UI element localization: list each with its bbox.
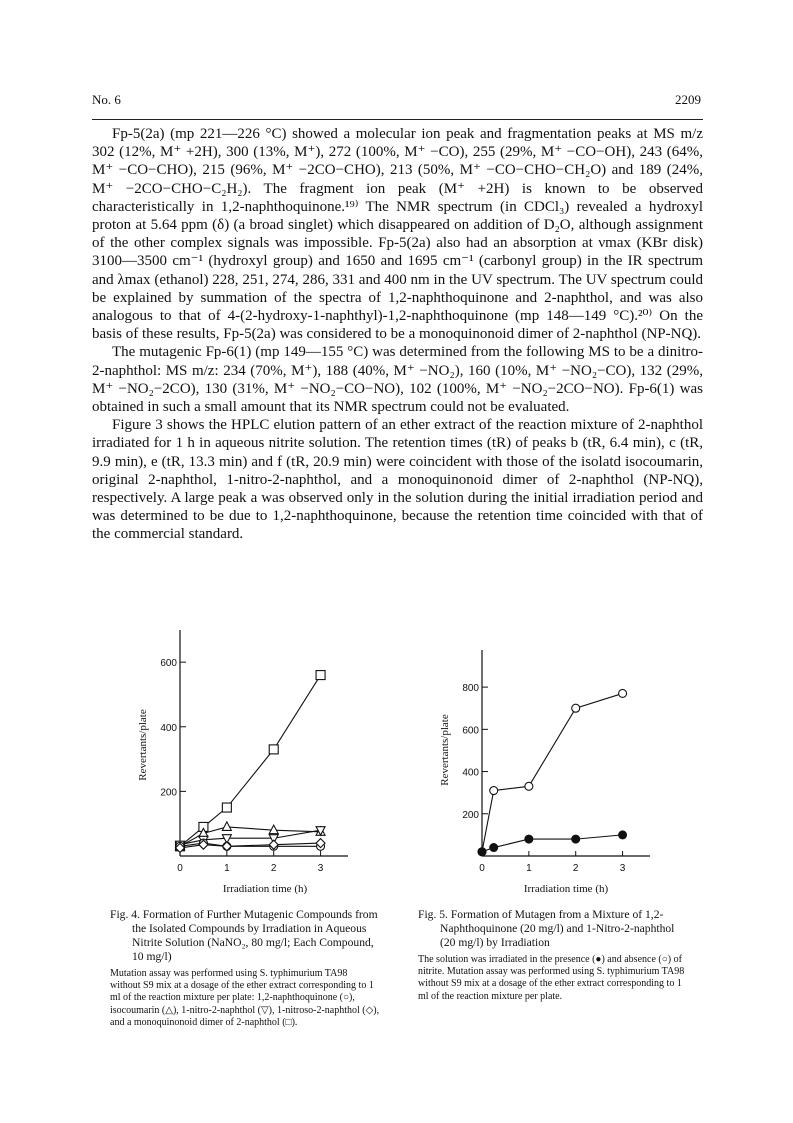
y-tick-label: 600 [462,725,479,737]
paragraph: Fp-5(2a) (mp 221—226 °C) showed a molecular ion peak and fragmentation peaks at MS m/z 302 (12%, M⁺ +2H), 300 (13%, M⁺), 272 (100%, M⁺ −CO), 255 (29%, M⁺ −CO−OH), 243 (64%, M⁺ −CO−CHO), 215 (96%, M⁺ −2CO−CHO), 213 (50%, M⁺ −CO−CHO−CH₂O) and 189 (24%, M⁺ −2CO−CHO−C₂H₂). The fragment ion peak (M⁺ +2H) is known to be observed characteristically in 1,2-naphthoquinone.¹⁹⁾ The NMR spectrum (in CDCl₃) revealed a hydroxyl proton at 5.64 ppm (δ) (a broad singlet) which disappeared on addition of D₂O, although assignment of the other complex signals was impossible. Fp-5(2a) also had an absorption at νmax (KBr disk) 3100—3500 cm⁻¹ (hydroxyl group) and 1650 and 1695 cm⁻¹ (carbonyl group) in the IR spectrum and λmax (ethanol) 228, 251, 274, 286, 331 and 400 nm in the UV spectrum. The UV spectrum could be explained by summation of the spectra of 1,2-naphthoquinone and 2-naphthol, and was also analogous to that of 4-(2-hydroxy-1-naphthyl)-1,2-naphthoquinone (mp 148—149 °C).²⁰⁾ On the basis of these results, Fp-5(2a) was considered to be a monoquinonoid dimer of 2-naphthol (NP-NQ). [92,126,703,343]
y-tick-label: 200 [462,809,479,821]
data-point-filled-circle [619,831,627,839]
data-point-filled-circle [572,835,580,843]
data-point-square [316,671,325,680]
data-point-filled-circle [478,848,486,856]
x-tick-label: 3 [317,863,324,874]
y-tick-label: 800 [462,683,479,695]
data-point-open-circle [490,787,498,795]
caption-title: Fig. 4. Formation of Further Mutagenic Compounds from the Isolated Compounds by Irradiation in Aqueous Nitrite Solution (NaNO₂, 80 mg/l; Each Compound, 10 mg/l) [110,908,378,963]
x-tick-label: 2 [270,863,277,874]
y-tick-label: 400 [462,767,479,779]
y-tick-label: 600 [160,658,177,670]
y-tick-label: 400 [160,722,177,734]
data-point-open-circle [525,782,533,790]
paragraph: Figure 3 shows the HPLC elution pattern of an ether extract of the reaction mixture of 2-naphthol irradiated for 1 h in aqueous nitrite solution. The retention times (tR) of peaks b (tR, 6.4 min), c (tR, 9.9 min), e (tR, 13.3 min) and f (tR, 20.9 min) were coincident with those of the isolatd isocoumarin, original 2-naphthol, 1-nitro-2-naphthol, and a monoquinonoid dimer of 2-naphthol (NP-NQ), respectively. A large peak a was observed only in the solution during the initial irradiation period and was determined to be due to 1,2-naphthoquinone, because the retention time coincided with that of the commercial standard. [92,417,703,543]
caption-note: Mutation assay was performed using S. typhimurium TA98 without S9 mix at a dosage of the ether extract corresponding to 1 ml of the reaction mixture per plate: 1,2-naphthoquinone (○), isocoumarin (△), 1-nitro-2-naphthol (▽), 1-nitroso-2-naphthol (◇), and a monoquinonoid dimer of 2-naphthol (□). [110,968,380,1028]
x-tick-label: 0 [479,863,485,874]
series-line-open-circle [482,693,623,851]
y-tick-label: 200 [160,787,177,799]
x-axis-label: Irradiation time (h) [523,883,609,895]
data-point-filled-circle [490,844,498,852]
x-tick-label: 0 [177,863,183,874]
x-tick-label: 2 [572,863,579,874]
x-tick-label: 1 [526,863,532,874]
data-point-square [269,745,278,754]
page-number: 2209 [675,92,701,107]
y-axis-label: Revertants/plate [137,709,149,781]
x-tick-label: 1 [224,863,230,874]
figure-5-chart [430,650,660,905]
issue-number: No. 6 [92,92,121,107]
data-point-open-circle [572,704,580,712]
caption-note: The solution was irradiated in the presence (●) and absence (○) of nitrite. Mutation assay was performed using S. typhimurium TA98 without S9 mix at a dosage of the ether extract corresponding to 1 ml of the reaction mixture per plate. [418,954,685,1002]
figure-4-chart [130,630,360,905]
data-point-square [222,803,231,812]
paragraph: The mutagenic Fp-6(1) (mp 149—155 °C) was determined from the following MS to be a dinitro-2-naphthol: MS m/z: 234 (70%, M⁺), 188 (40%, M⁺ −NO₂), 160 (10%, M⁺ −NO₂−CO), 132 (29%, M⁺ −NO₂−2CO), 130 (31%, M⁺ −NO₂−CO−NO), 102 (100%, M⁺ −NO₂−2CO−NO). Fp-6(1) was obtained in such a small amount that its NMR spectrum could not be evaluated. [92,344,703,416]
header-rule [92,119,703,120]
series-line-filled-circle [482,835,623,852]
x-axis-label: Irradiation time (h) [222,883,308,895]
page-header [92,92,701,112]
body-text [92,125,703,544]
data-point-triangle-up [222,822,231,831]
figure-5-caption [418,908,688,1003]
figure-4-caption [110,908,380,1029]
data-point-open-circle [619,689,627,697]
data-point-filled-circle [525,835,533,843]
series-line-square [180,675,321,846]
x-tick-label: 3 [619,863,626,874]
y-axis-label: Revertants/plate [439,714,451,786]
caption-title: Fig. 5. Formation of Mutagen from a Mixture of 1,2-Naphthoquinone (20 mg/l) and 1-Nitro-2-naphthol (20 mg/l) by Irradiation [418,908,675,949]
